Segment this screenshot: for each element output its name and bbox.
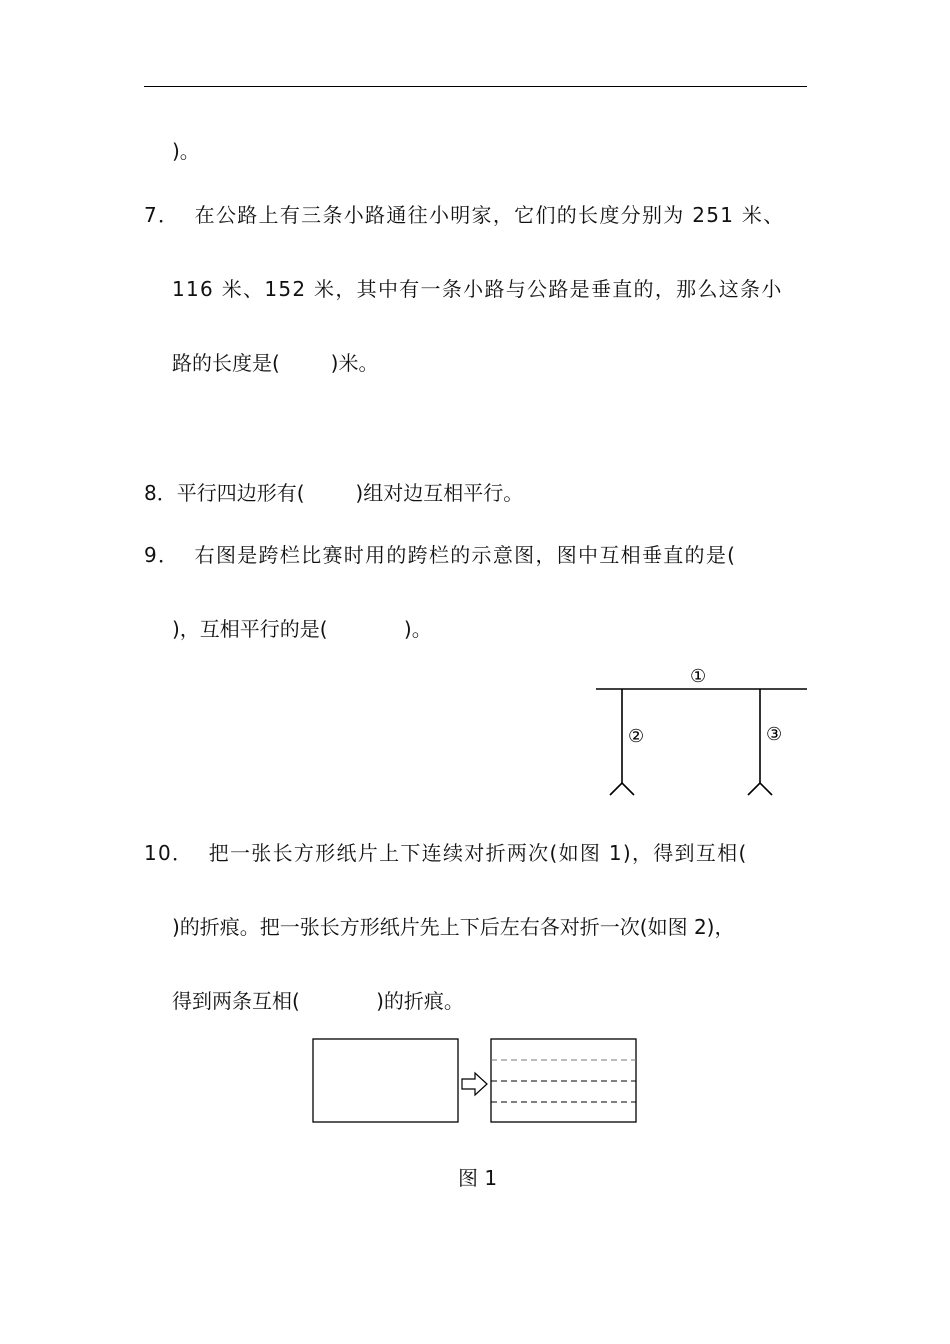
header-rule xyxy=(144,86,807,87)
q9-line2: )，互相平行的是( )。 xyxy=(172,617,432,641)
q7-line2: 116 米、152 米，其中有一条小路与公路是垂直的，那么这条小 xyxy=(172,277,783,301)
q10-line3: 得到两条互相( )的折痕。 xyxy=(172,989,464,1013)
q6-tail: )。 xyxy=(172,139,200,163)
hurdle-right-foot xyxy=(748,783,772,795)
q8-line: 8．平行四边形有( )组对边互相平行。 xyxy=(144,481,524,505)
q9-line1: 9． 右图是跨栏比赛时用的跨栏的示意图，图中互相垂直的是( xyxy=(144,543,737,567)
hurdle-label-2: ② xyxy=(628,726,645,747)
q10-line2: )的折痕。把一张长方形纸片先上下后左右各对折一次(如图 2)， xyxy=(172,915,735,939)
q7-line1: 7． 在公路上有三条小路通往小明家，它们的长度分别为 251 米、 xyxy=(144,203,785,227)
q7-line3: 路的长度是( )米。 xyxy=(172,351,379,375)
arrow-right-icon xyxy=(462,1073,487,1095)
hurdle-left-foot xyxy=(610,783,634,795)
hurdle-label-1: ① xyxy=(690,666,707,687)
paper-original xyxy=(313,1039,458,1122)
fold-figure-1 xyxy=(310,1036,642,1128)
figure1-caption: 图 1 xyxy=(458,1166,498,1190)
hurdle-diagram xyxy=(590,660,815,800)
q10-line1: 10． 把一张长方形纸片上下连续对折两次(如图 1)，得到互相( xyxy=(144,841,748,865)
hurdle-label-3: ③ xyxy=(766,724,783,745)
